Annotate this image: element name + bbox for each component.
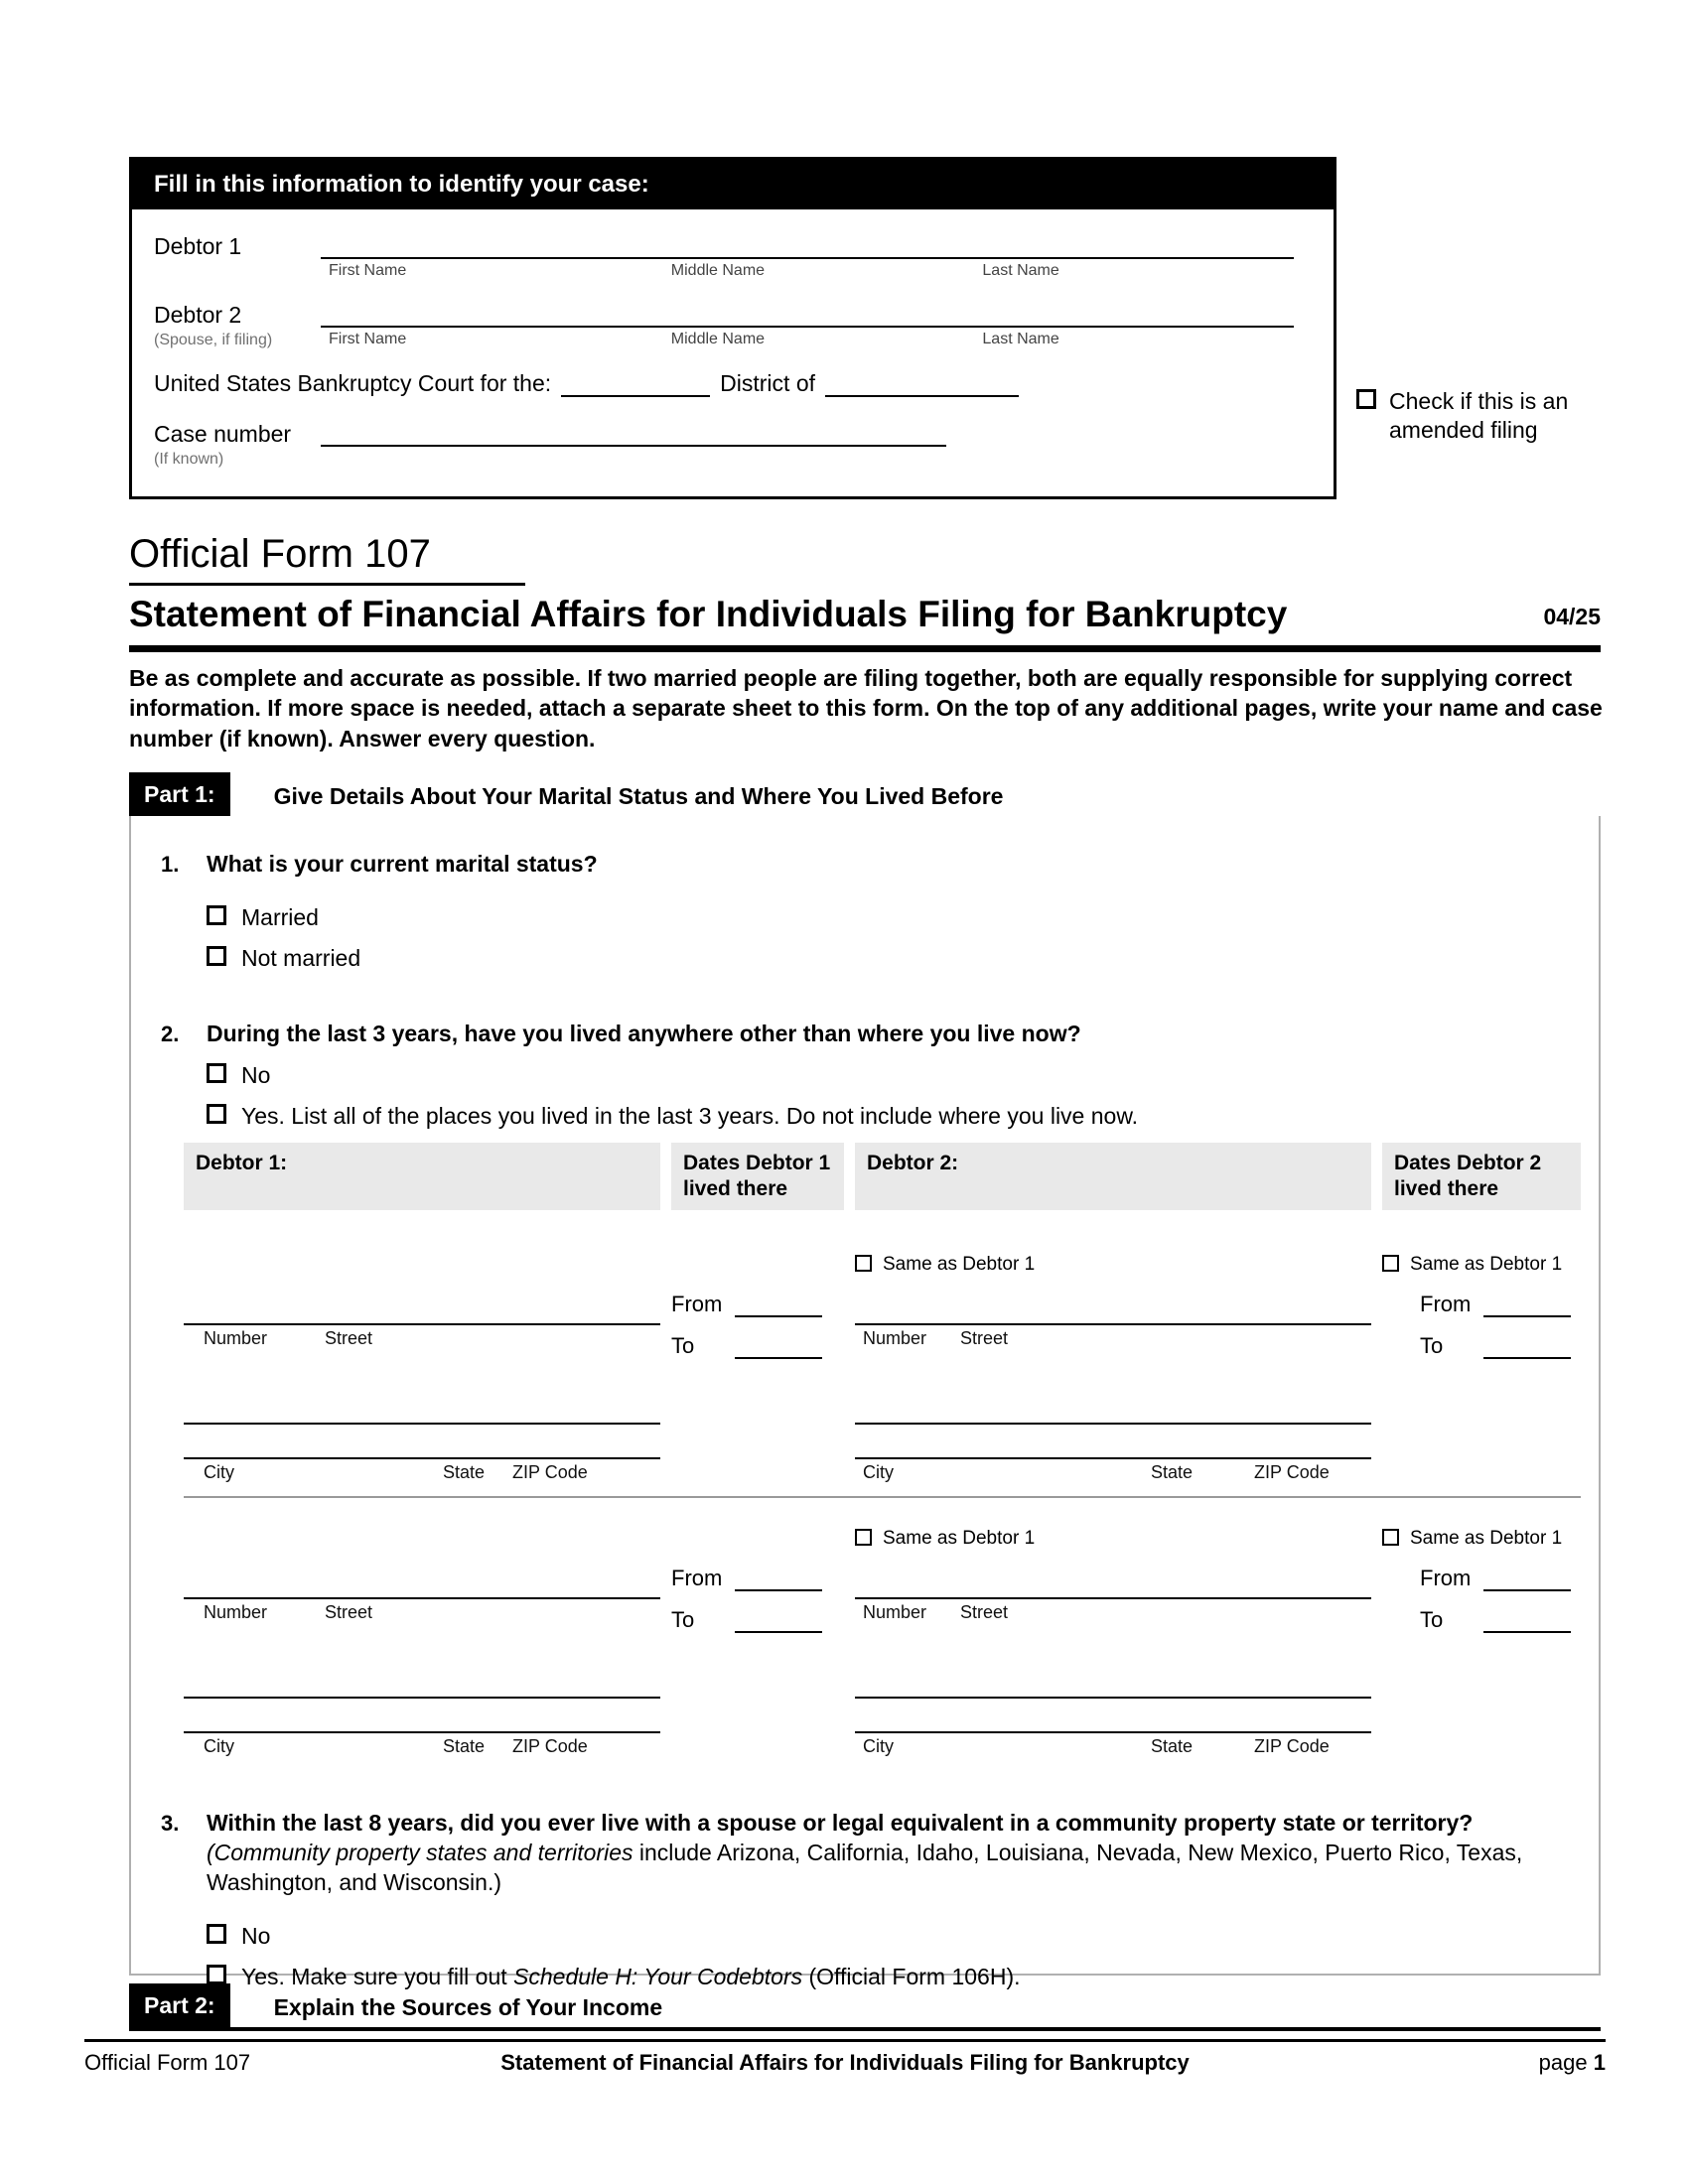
address-block-2 — [184, 1496, 1581, 1757]
address-block-1 — [184, 1254, 1581, 1483]
q3-yes-label: Yes. Make sure you fill out Schedule H: Your Codebtors (Official Form 106H). — [241, 1963, 1021, 1989]
option-not-married — [207, 944, 1581, 973]
amended-filing-checkbox[interactable] — [1356, 389, 1376, 409]
d1-number-street-line-2[interactable] — [184, 1564, 660, 1599]
question-1-number: 1. — [161, 852, 180, 877]
last-name-label: Last Name — [982, 331, 1059, 347]
d2-address-line2-2[interactable] — [855, 1663, 1371, 1699]
not-married-checkbox[interactable] — [207, 946, 226, 966]
court-row — [154, 370, 1294, 397]
part1-content-box — [129, 816, 1601, 1989]
d2-to-line-1[interactable] — [1483, 1331, 1571, 1359]
q3-no-label: No — [241, 1922, 271, 1949]
zip-label: ZIP Code — [1254, 1462, 1330, 1483]
footer-form-name: Official Form 107 — [84, 2050, 251, 2075]
d1-to-line-2[interactable] — [735, 1605, 822, 1633]
from-label: From — [1420, 1292, 1472, 1317]
street-label: Street — [325, 1602, 373, 1623]
d1-address-line2-2[interactable] — [184, 1663, 660, 1699]
q3-yes-checkbox[interactable] — [207, 1965, 226, 1984]
d2-same-as-checkbox-1[interactable] — [855, 1255, 872, 1272]
district-of-label: District of — [720, 370, 815, 396]
header-dates-debtor1: Dates Debtor 1 lived there — [671, 1143, 844, 1211]
dates2-same-as-debtor1-2 — [1382, 1528, 1581, 1564]
court-district-line-1[interactable] — [561, 373, 710, 397]
same-as-label: Same as Debtor 1 — [883, 1528, 1036, 1550]
d2-same-as-debtor1-1 — [855, 1254, 1371, 1290]
from-label: From — [671, 1292, 723, 1317]
footer-title: Statement of Financial Affairs for Individuals Filing for Bankruptcy — [500, 2050, 1190, 2075]
question-2-text: During the last 3 years, have you lived anywhere other than where you live now? — [207, 1021, 1081, 1047]
question-1 — [161, 850, 1581, 972]
footer-page: page 1 — [1538, 2050, 1606, 2075]
same-as-label: Same as Debtor 1 — [1410, 1254, 1563, 1276]
d2-from-line-2[interactable] — [1483, 1564, 1571, 1591]
street-label: Street — [960, 1602, 1009, 1623]
form-instructions: Be as complete and accurate as possible. If two married people are filing together, both are equally responsible for supplying correct information. If more space is needed, attach a separate sheet to this form. On the top of any additional pages, write your name and case number (if known). Answer every question. — [129, 665, 1603, 751]
dates2-same-as-debtor1-1 — [1382, 1254, 1581, 1290]
state-label: State — [1151, 1462, 1194, 1483]
part2-title: Explain the Sources of Your Income — [273, 1994, 663, 2020]
from-label: From — [671, 1566, 723, 1591]
zip-label: ZIP Code — [1254, 1736, 1330, 1757]
option-married — [207, 903, 1581, 932]
question-2 — [161, 1020, 1581, 1130]
case-number-line[interactable] — [321, 421, 946, 447]
d2-to-line-2[interactable] — [1483, 1605, 1571, 1633]
d2-number-street-line-1[interactable] — [855, 1290, 1371, 1325]
case-banner: Fill in this information to identify your case: — [132, 160, 1334, 209]
case-number-sublabel: (If known) — [154, 451, 224, 468]
d1-city-line-1[interactable] — [184, 1433, 660, 1459]
d1-to-line-1[interactable] — [735, 1331, 822, 1359]
number-label: Number — [863, 1602, 927, 1623]
city-label: City — [863, 1736, 894, 1757]
not-married-label: Not married — [241, 944, 361, 971]
d1-city-line-2[interactable] — [184, 1706, 660, 1733]
prior-addresses-table — [184, 1143, 1581, 1758]
header-debtor1: Debtor 1: — [184, 1143, 660, 1211]
q2-yes-label: Yes. List all of the places you lived in the last 3 years. Do not include where you live now. — [241, 1103, 1139, 1130]
to-label: To — [1420, 1333, 1444, 1359]
d2-city-line-2[interactable] — [855, 1706, 1371, 1733]
d1-address-line2-1[interactable] — [184, 1389, 660, 1425]
city-label: City — [204, 1462, 234, 1483]
form-version: 04/25 — [1543, 604, 1601, 629]
to-label: To — [1420, 1607, 1444, 1633]
d2-from-line-1[interactable] — [1483, 1290, 1571, 1317]
d1-from-line-1[interactable] — [735, 1290, 822, 1317]
same-as-label: Same as Debtor 1 — [1410, 1528, 1563, 1550]
to-label: To — [671, 1333, 695, 1359]
q2-option-yes — [207, 1102, 1581, 1131]
city-label: City — [204, 1736, 234, 1757]
d2-same-as-checkbox-2[interactable] — [855, 1529, 872, 1546]
q2-yes-checkbox[interactable] — [207, 1104, 226, 1124]
d2-city-line-1[interactable] — [855, 1433, 1371, 1459]
amended-filing-label: Check if this is an amended filing — [1389, 388, 1569, 443]
state-label: State — [1151, 1736, 1194, 1757]
d2-address-line2-1[interactable] — [855, 1389, 1371, 1425]
court-label: United States Bankruptcy Court for the: — [154, 370, 552, 396]
q2-no-label: No — [241, 1062, 271, 1089]
header-debtor2: Debtor 2: — [855, 1143, 1371, 1211]
street-label: Street — [960, 1328, 1009, 1349]
married-checkbox[interactable] — [207, 905, 226, 925]
middle-name-label: Middle Name — [670, 262, 766, 279]
city-label: City — [863, 1462, 894, 1483]
d2-same-as-debtor1-2 — [855, 1528, 1371, 1564]
number-label: Number — [863, 1328, 927, 1349]
first-name-label: First Name — [329, 262, 407, 279]
q3-option-no — [207, 1922, 1581, 1951]
part1-title: Give Details About Your Marital Status and Where You Lived Before — [273, 783, 1004, 809]
case-number-label: Case number — [154, 421, 292, 447]
same-as-label: Same as Debtor 1 — [883, 1254, 1036, 1276]
debtor1-label: Debtor 1 — [154, 233, 242, 259]
amended-filing — [1356, 387, 1607, 445]
last-name-label: Last Name — [982, 262, 1059, 279]
page-footer — [84, 2039, 1606, 2076]
title-rule — [129, 645, 1601, 652]
married-label: Married — [241, 903, 319, 930]
question-3-text: Within the last 8 years, did you ever live with a spouse or legal equivalent in a community property state or territory? (Community property states and territories include Arizona, California, Idaho, Louisiana, Nevada, New Mexico, Puerto Rico, Texas, Washington, and Wisconsin.) — [207, 1810, 1523, 1896]
debtor1-row — [154, 233, 1294, 284]
table-header-row — [184, 1143, 1581, 1211]
q2-no-checkbox[interactable] — [207, 1063, 226, 1083]
case-identification-box — [129, 157, 1336, 499]
q2-option-no — [207, 1061, 1581, 1090]
first-name-label: First Name — [329, 331, 407, 347]
debtor2-label: Debtor 2 — [154, 302, 242, 328]
question-2-number: 2. — [161, 1022, 180, 1047]
number-label: Number — [204, 1328, 268, 1349]
d1-from-line-2[interactable] — [735, 1564, 822, 1591]
header-dates-debtor2: Dates Debtor 2 lived there — [1382, 1143, 1581, 1211]
debtor2-name-line[interactable] — [321, 302, 1294, 328]
middle-name-label: Middle Name — [670, 331, 766, 347]
state-label: State — [443, 1736, 486, 1757]
part1-header — [129, 772, 1601, 820]
from-label: From — [1420, 1566, 1472, 1591]
question-3 — [161, 1809, 1581, 1990]
street-label: Street — [325, 1328, 373, 1349]
part2-header — [129, 1983, 1601, 2031]
court-district-line-2[interactable] — [825, 373, 1019, 397]
page-title: Statement of Financial Affairs for Individuals Filing for Bankruptcy — [129, 594, 1288, 634]
question-1-text: What is your current marital status? — [207, 851, 598, 877]
to-label: To — [671, 1607, 695, 1633]
debtor2-sublabel: (Spouse, if filing) — [154, 332, 273, 348]
form-number-heading: Official Form 107 — [129, 532, 525, 586]
d2-number-street-line-2[interactable] — [855, 1564, 1371, 1599]
q3-no-checkbox[interactable] — [207, 1924, 226, 1944]
dates2-same-as-checkbox-2[interactable] — [1382, 1529, 1399, 1546]
state-label: State — [443, 1462, 486, 1483]
part2-tag: Part 2: — [129, 1983, 230, 2027]
dates2-same-as-checkbox-1[interactable] — [1382, 1255, 1399, 1272]
zip-label: ZIP Code — [512, 1736, 588, 1757]
zip-label: ZIP Code — [512, 1462, 588, 1483]
d1-number-street-line-1[interactable] — [184, 1290, 660, 1325]
part1-tag: Part 1: — [129, 772, 230, 816]
number-label: Number — [204, 1602, 268, 1623]
debtor1-name-line[interactable] — [321, 233, 1294, 259]
case-number-row — [154, 421, 1294, 469]
question-3-number: 3. — [161, 1811, 180, 1837]
debtor2-row — [154, 302, 1294, 352]
